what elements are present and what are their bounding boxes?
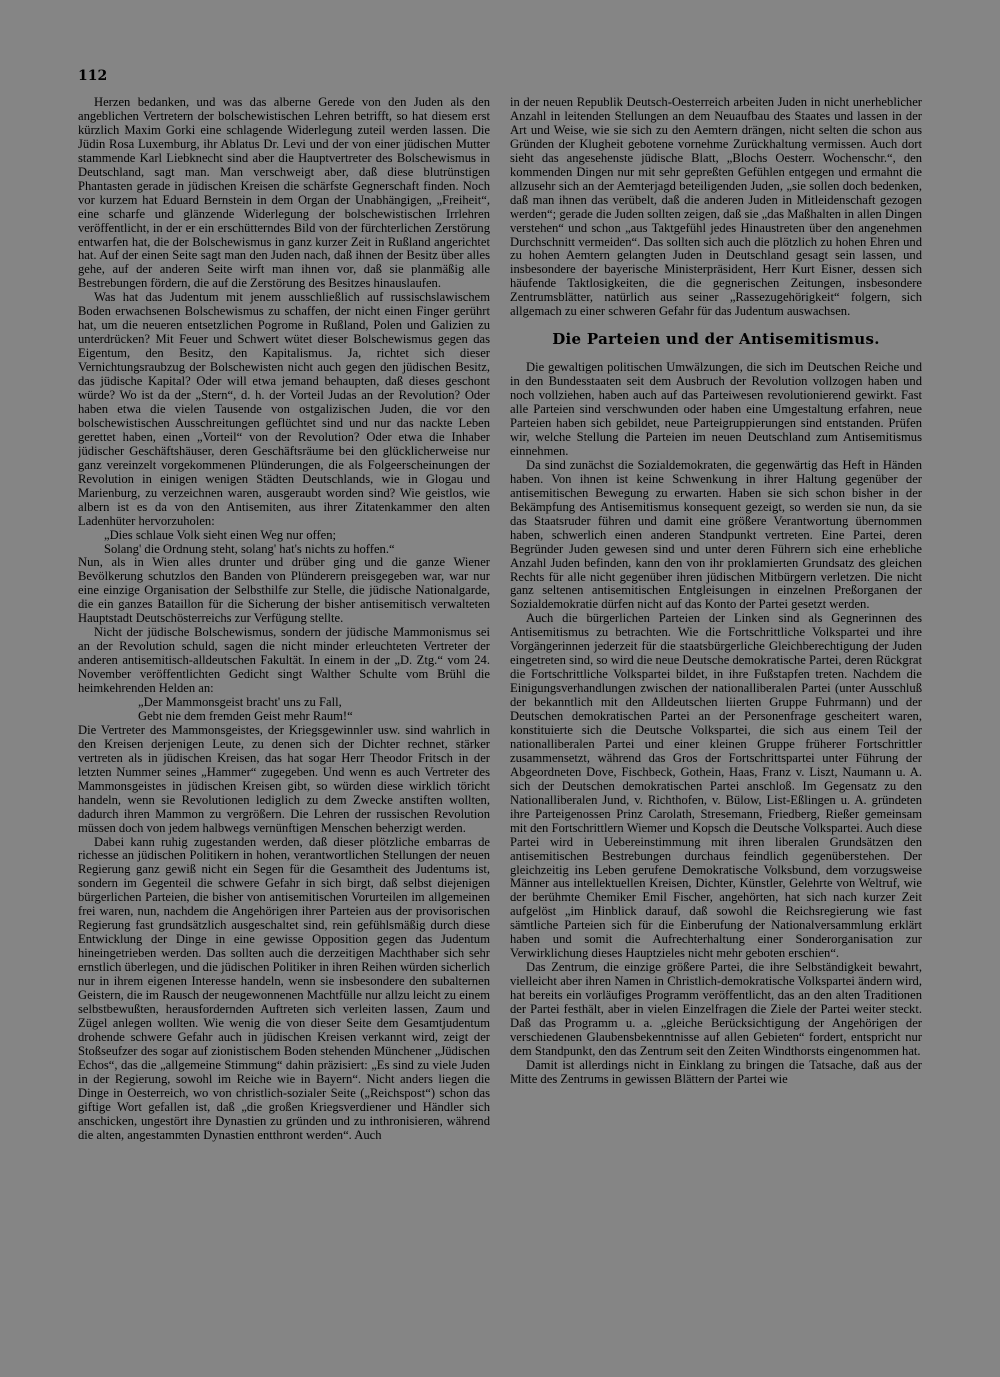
paragraph: Die Vertreter des Mammonsgeistes, der Kriegsgewinnler usw. sind wahrlich in den Kreisen derjenigen Leute, zu denen sich der Dichter rechnet, stärker vertreten als in jüdischen Kreisen, das hat sogar Herr Theodor Fritsch in der letzten Nummer seines „Hammer“ zugegeben. Und wenn es auch Vertreter des Mammonsgeistes in jüdischen Kreisen gibt, so würden diese wirklich töricht handeln, wenn sie Revolutionen lediglich zu dem Zwecke anstiften wollten, dadurch ihren Mammon zu vergrößern. Die Lehren der russischen Revolution müssen doch von jedem halbwegs vernünftigen Menschen beherzigt werden. [78,722,490,835]
verse-line: Gebt nie dem fremden Geist mehr Raum!“ [138,708,353,723]
paragraph: Nun, als in Wien alles drunter und drüber ging und die ganze Wiener Bevölkerung schutzlos den Banden von Plünderern preisgegeben war, war nur eine einzige Organisation der Selbsthilfe zur Stelle, die jüdische Nationalgarde, die ein ganzes Bataillon für die Sicherung der bisher antisemitisch verwalteten Hauptstadt Deutschösterreichs zur Verfügung stellte. [78,555,490,626]
paragraph: Damit ist allerdings nicht in Einklang zu bringen die Tatsache, daß aus der Mitte des Zentrums in gewissen Blättern der Partei wie [510,1057,922,1086]
section-heading: Die Parteien und der Antisemitismus. [552,330,880,349]
paragraph: Da sind zunächst die Sozialdemokraten, die gegenwärtig das Heft in Händen haben. Von ihnen ist keine Schwenkung in ihrer Haltung gegenüber der antisemitischen Bewegung zu erwarten. Haben sie sich schon bisher in der Bekämpfung des Antisemitismus konsequent gezeigt, so werden sie nun, da sie das Staatsruder führen und damit eine größere Verantwortung übernommen haben, schwerlich einen anderen Standpunkt vertreten. Eine Partei, deren Begründer Juden gewesen sind und unter deren Führern sich eine erhebliche Anzahl Juden befinden, kann den von ihr proklamierten Grundsatz des gleichen Rechts für alle nicht gegenüber ihren jüdischen Mitbürgern verletzen. Die nicht ganz seltenen antisemitischen Entgleisungen in einzelnen Preßorganen der Sozialdemokratie dürfen nicht auf das Konto der Partei gesetzt werden. [510,457,922,612]
paragraph: Das Zentrum, die einzige größere Partei, die ihre Selbständigkeit bewahrt, vielleicht aber ihren Namen in Christlich-demokratische Volkspartei ändern wird, hat bereits ein vorläufiges Programm veröffentlicht, das an den alten Traditionen der Partei festhält, aber in vielen Einzelfragen die Ziele der Partei weiter steckt. Daß das Programm u. a. „gleiche Berücksichtigung der Angehörigen der verschiedenen Glaubensbekenntnisse auf allen Gebieten“ fordert, entspricht nur dem Standpunkt, den das Zentrum seit den Zeiten Windthorsts eingenommen hat. [510,960,922,1058]
paragraph: Herzen bedanken, und was das alberne Gerede von den Juden als den angeblichen Vertretern der bolschewistischen Lehren betrifft, so hat diesem erst kürzlich Maxim Gorki eine schlagende Widerlegung zuteil werden lassen. Die Jüdin Rosa Luxemburg, ihr Ablatus Dr. Levi und der von einer jüdischen Mutter stammende Karl Liebknecht sind aber die Hauptvertreter des Bolschewismus in Deutschland, sagt man. Man verschweigt aber, daß diese blutrünstigen Phantasten gerade in jüdischen Kreisen die schärfste Gegnerschaft finden. Noch vor kurzem hat Eduard Bernstein in dem Organ der Unabhängigen, „Freiheit“, eine scharfe und glänzende Widerlegung der bolschewistischen Irrlehren veröffentlicht, in der er ein erschütterndes Bild von der fürchterlichen Zerstörung entwarfen hat, die der Bolschewismus in ganz kurzer Zeit in Rußland angerichtet hat. Auf der einen Seite sagt man den Juden nach, daß ihnen der Besitz über alles gehe, auf der anderen Seite wirft man ihnen vor, daß sie planmäßig alle Bestrebungen fördern, die auf die Zerstörung des Besitzes hinauslaufen. [78,96,490,291]
verse-line: „Der Mammonsgeist bracht' uns zu Fall, [138,694,342,709]
verse-line: „Dies schlaue Volk sieht einen Weg nur offen; [104,527,337,542]
page-number: 112 [78,68,108,84]
verse-line: Solang' die Ordnung steht, solang' hat's nichts zu hoffen.“ [104,541,395,556]
paragraph: Dabei kann ruhig zugestanden werden, daß dieser plötzliche embarras de richesse an jüdischen Politikern in hohen, verantwortlichen Stellungen der neuen Regierung ganz gewiß nicht ein Segen für die Gesamtheit des Judentums ist, sondern im Gegenteil die schwere Gefahr in sich birgt, daß selbst diejenigen bürgerlichen Parteien, die bisher von antisemitischen Vorurteilen im allgemeinen frei waren, nun, nachdem die Angehörigen ihrer Parteien aus der provisorischen Regierung fast grundsätzlich ausgeschaltet sind, rein gefühlsmäßig durch diese Entwicklung der Dinge in eine gewisse Opposition gegen das Judentum hineingetrieben werden. Das sollten auch die derzeitigen Machthaber sich sehr ernstlich überlegen, und die jüdischen Politiker in ihren Reihen würden sicherlich nur in ihrem eigenen Interesse handeln, wenn sie insbesondere den subalternen Geistern, die im Rausch der neugewonnenen Machtfülle nur allzu leicht zu einem selbstbewußten, herausfordernden Auftreten sich verleiten lassen, Zaum und Zügel anlegen wollten. Wie wenig die von dieser Seite dem Gesamtjudentum drohende schwere Gefahr auch in jüdischen Kreisen verkannt wird, zeigt der Stoßseufzer des sogar auf zionistischem Boden stehenden Münchener „Jüdischen Echos“, das die „allgemeine Stimmung“ dahin präzisiert: „Es sind zu viele Juden in der Regierung, sowohl im Reiche wie in Bayern“. Nicht anders liegen die Dinge in Oesterreich, wo von christlich-sozialer Seite („Reichspost“) schon das giftige Wort gefallen ist, daß „die großen Kriegsverdiener und Händler sich anschicken, ungestört ihre Dynastien zu gründen und zu inthronisieren, während die alten, angestammten Dynastien entthront werden“. Auch [78,834,490,1142]
left-column [78,96,490,1311]
paragraph: Nicht der jüdische Bolschewismus, sondern der jüdische Mammonismus sei an der Revolution schuld, sagen die nicht minder erleuchteten Vertreter der anderen antisemitisch-alldeutschen Fakultät. In einem in der „D. Ztg.“ vom 24. November veröffentlichten Gedicht singt Walther Schulte vom Brühl die heimkehrenden Helden an: [78,625,490,696]
paragraph: Was hat das Judentum mit jenem ausschließlich auf russischslawischem Boden erwachsenen Bolschewismus zu schaffen, der nicht einen Finger gerührt hat, um die neueren entsetzlichen Pogrome in Rußland, Polen und Galizien zu unterdrücken? Mit Feuer und Schwert wütet dieser Bolschewismus gegen das Eigentum, den Besitz, den Kapitalismus. Ja, richtet sich dieser Vernichtungsraubzug der Bolschewisten nicht auch gegen den jüdischen Besitz, das jüdische Kapital? Oder will etwa jemand behaupten, daß dieses geschont würde? Wo ist da der „Stern“, d. h. der Vorteil Judas an der Revolution? Oder haben etwa die vielen Tausende von ostgalizischen Juden, die vor den bolschewistischen Ausschreitungen geflüchtet sind und nur das nackte Leben gerettet haben, einen „Vorteil“ von der Revolution? Oder etwa die Inhaber jüdischer Geschäftshäuser, deren Geschäftsräume bei den glücklicherweise nur ganz vereinzelt vorgekommenen Plünderungen, die als Folgeerscheinungen der Revolution in einigen wenigen Städten Deutschlands, wie in Glogau und Marienburg, zu verzeichnen waren, ausgeraubt worden sind? Wie geistlos, wie albern ist es da von den Antisemiten, aus ihrer Zitatenkammer den alten Ladenhüter hervorzuholen: [78,290,490,528]
paragraph: Die gewaltigen politischen Umwälzungen, die sich im Deutschen Reiche und in den Bundesstaaten seit dem Ausbruch der Revolution vollzogen haben und noch vollziehen, haben auch auf das Parteiwesen revolutionierend gewirkt. Fast alle Parteien sind verschwunden oder haben eine Umgestaltung erfahren, neue Parteien haben sich gebildet, neue Parteigruppierungen sind entstanden. Prüfen wir, welche Stellung die Parteien im neuen Deutschland zum Antisemitismus einnehmen. [510,360,922,458]
right-column [510,96,922,1316]
paragraph: Auch die bürgerlichen Parteien der Linken sind als Gegnerinnen des Antisemitismus zu betrachten. Wie die Fortschrittliche Volkspartei und ihre Vorgängerinnen jederzeit für die staatsbürgerliche Gleichberechtigung der Juden eingetreten sind, so wird die neue Deutsche demokratische Partei, deren Rückgrat die Fortschrittliche Volkspartei bildet, in ihre Fußstapfen treten. Nachdem die Einigungsverhandlungen zwischen der nationalliberalen Partei (unter Ausschluß der bekanntlich mit den Alldeutschen liierten Gruppe Fuhrmann) und der Deutschen demokratischen Partei an der Personenfrage gescheitert waren, konstituierte sich die Deutsche Volkspartei, die sich aus einem Teil der nationalliberalen Partei und einer kleinen Gruppe früherer Fortschrittler zusammensetzt, während das Gros der Fortschrittspartei unter Führung der Abgeordneten Dove, Fischbeck, Gothein, Haas, Franz v. Liszt, Naumann u. A. sich der Deutschen demokratischen Partei anschloß. Im Gegensatz zu den Nationalliberalen Jund, v. Richthofen, v. Bülow, List-Eßlingen u. A. gründeten ihre Parteigenossen Prinz Carolath, Stresemann, Friedberg, Rießer gemeinsam mit den Fortschrittlern Wiemer und Kopsch die Deutsche Volkspartei. Auch diese Partei wird in Uebereinstimmung mit ihren liberalen Grundsätzen den antisemitischen Bestrebungen durchaus feindlich gegenüberstehen. Der gleichzeitig ins Leben gerufene Demokratische Volksbund, dem vorzugsweise Männer aus intellektuellen Kreisen, Dichter, Künstler, Gelehrte von Weltruf, wie der berühmte Chemiker Emil Fischer, angehörten, hat sich nach kurzer Zeit aufgelöst „im Hinblick darauf, daß sowohl die Reichsregierung wie fast sämtliche Parteien sich für die Einberufung der Nationalversammlung erklärt haben und somit die Aufrechterhaltung einer Sonderorganisation zur Verwirklichung dieses Hauptzieles nicht mehr geboten erschien“. [510,611,922,961]
paragraph: in der neuen Republik Deutsch-Oesterreich arbeiten Juden in nicht unerheblicher Anzahl in leitenden Stellungen an dem Neuaufbau des Staates und lassen in der Art und Weise, wie sie sich zu den Aemtern drängen, nicht selten die schon aus Gründen der Klugheit gebotene vornehme Zurückhaltung vermissen. Auch dort sieht das angesehenste jüdische Blatt, „Blochs Oesterr. Wochenschr.“, den kommenden Dingen nur mit sehr gepreßten Gefühlen entgegen und ermahnt die allzusehr sich an der Aemterjagd beteiligenden Juden, „sie sollen doch bedenken, daß man ihnen das verübelt, daß die anderen Juden in Mitleidenschaft gezogen werden“; gerade die Juden sollten zeigen, daß sie „das Maßhalten in allen Dingen verstehen“ und schon „aus Taktgefühl jedes Hinaustreten über den angenehmen Durchschnitt vermeiden“. Das sollten sich auch die plötzlich zu hohen Ehren und zu hohen Aemtern gelangten Juden in Deutschland gesagt sein lassen, und insbesondere der bayerische Ministerpräsident, Herr Kurt Eisner, dessen sich häufende Taktlosigkeiten, die die gegnerischen Zeitungen, insbesondere Zentrumsblätter, natürlich aus seiner „Rassezugehörigkeit“ folgern, sich allgemach zu einer schweren Gefahr für das Judentum auswachsen. [510,96,922,319]
